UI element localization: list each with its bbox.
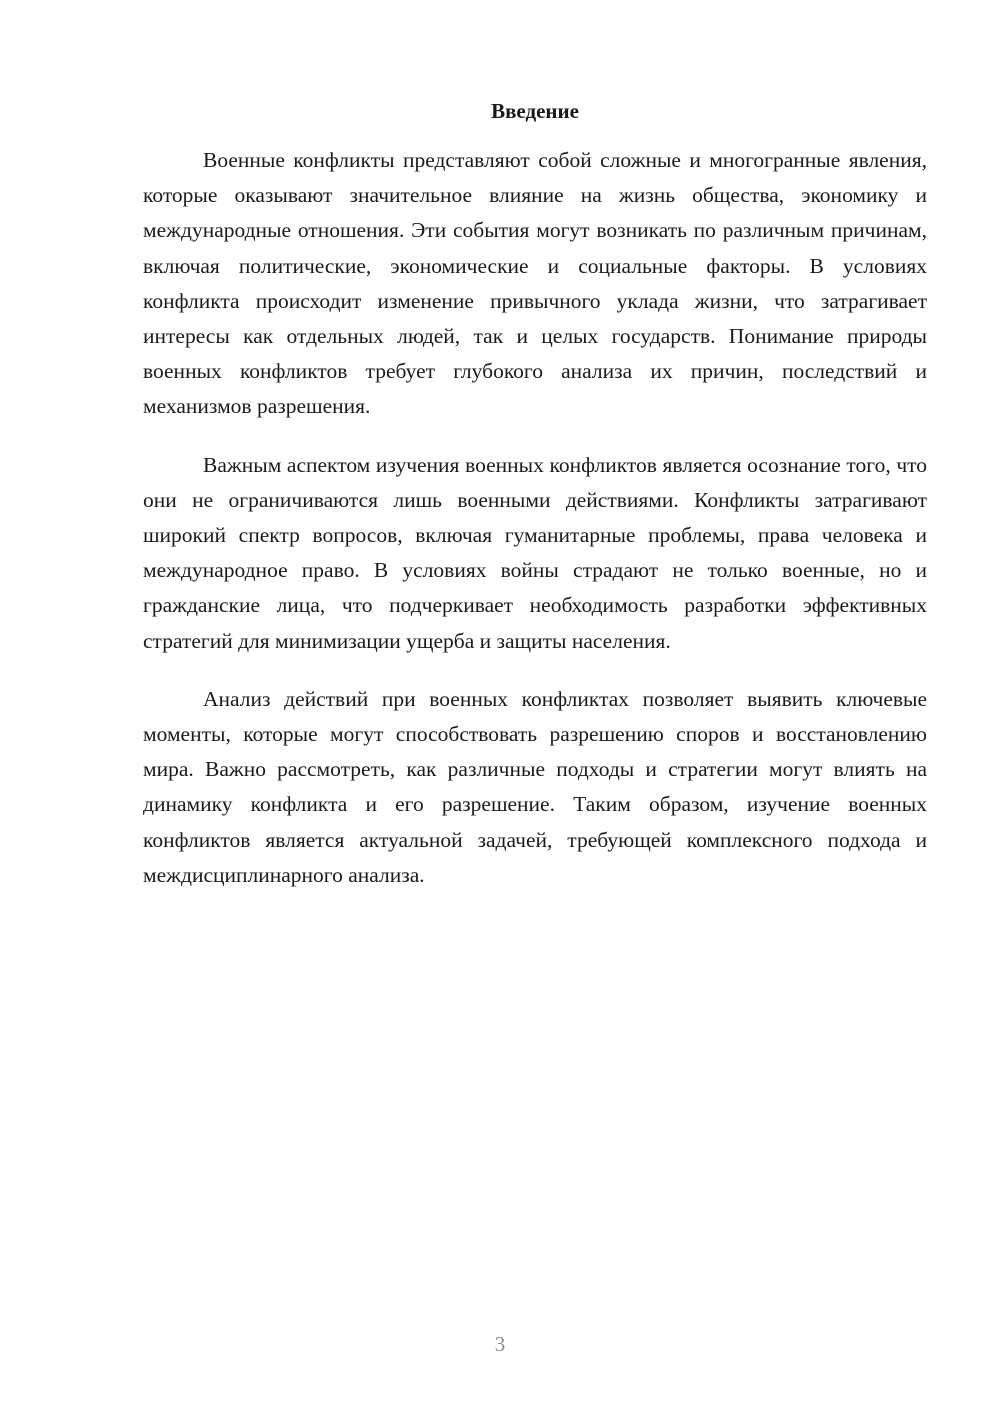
paragraph-2: Важным аспектом изучения военных конфликтов является осознание того, что они не ограничиваются лишь военными действиями. Конфликты затрагивают широкий спектр вопросов, включая гуманитарные проблемы, права человека и международное право. В условиях войны страдают не только военные, но и гражданские лица, что подчеркивает необходимость разработки эффективных стратегий для минимизации ущерба и защиты населения. [143,452,927,653]
section-title: Введение [491,99,579,123]
paragraph-3: Анализ действий при военных конфликтах позволяет выявить ключевые моменты, которые могут способствовать разрешению споров и восстановлению мира. Важно рассмотреть, как различные подходы и стратегии могут влиять на динамику конфликта и его разрешение. Таким образом, изучение военных конфликтов является актуальной задачей, требующей комплексного подхода и междисциплинарного анализа. [143,686,927,887]
page-number: 3 [494,1332,506,1356]
paragraph-1: Военные конфликты представляют собой сложные и многогранные явления, которые оказывают значительное влияние на жизнь общества, экономику и международные отношения. Эти события могут возникать по различным причинам, включая политические, экономические и социальные факторы. В условиях конфликта происходит изменение привычного уклада жизни, что затрагивает интересы как отдельных людей, так и целых государств. Понимание природы военных конфликтов требует глубокого анализа их причин, последствий и механизмов разрешения. [143,148,927,419]
body-text [143,143,927,916]
